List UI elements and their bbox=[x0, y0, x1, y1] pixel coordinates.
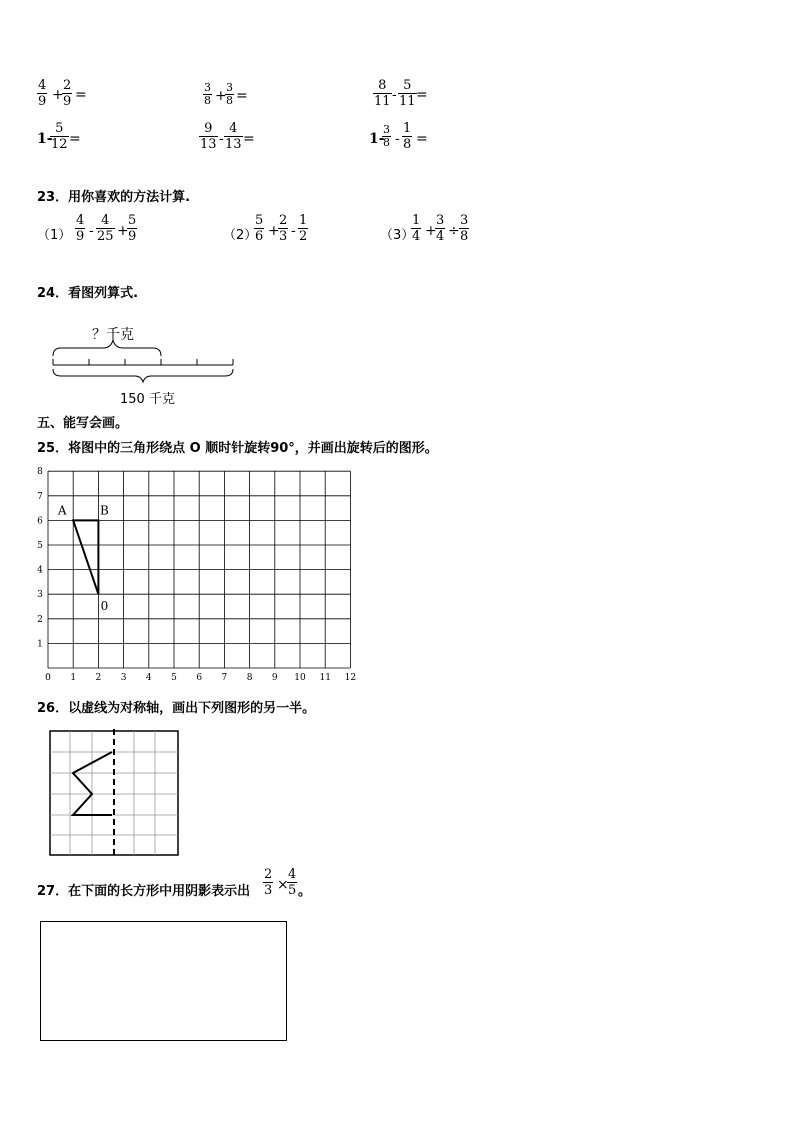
fraction bbox=[96, 213, 115, 244]
y-tick-label: 4 bbox=[37, 565, 43, 576]
denominator: 3 bbox=[279, 229, 288, 244]
numerator: 2 bbox=[279, 213, 288, 228]
numerator: 4 bbox=[224, 121, 243, 137]
numerator: 5 bbox=[398, 78, 417, 94]
coordinate-grid bbox=[30, 465, 360, 685]
denominator: 11 bbox=[374, 94, 391, 109]
numerator: 2 bbox=[264, 867, 273, 882]
triangle-abo bbox=[73, 520, 98, 594]
question-26-title: 26．以虚线为对称轴，画出下列图形的另一半。 bbox=[37, 701, 316, 716]
x-tick-label: 6 bbox=[196, 673, 203, 683]
operator: - bbox=[392, 87, 397, 103]
equals-sign: = bbox=[243, 131, 255, 147]
denominator: 9 bbox=[38, 94, 47, 109]
denominator: 6 bbox=[255, 229, 264, 244]
question-25-title: 25．将图中的三角形绕点 O 顺时针旋转90°，并画出旋转后的图形。 bbox=[37, 441, 438, 456]
x-tick-label: 4 bbox=[145, 673, 152, 683]
operator: + bbox=[215, 88, 227, 104]
operator: + bbox=[425, 223, 437, 239]
fraction bbox=[127, 213, 137, 244]
operator: + bbox=[117, 223, 129, 239]
denominator: 4 bbox=[436, 229, 445, 244]
part-1-label: （1） bbox=[37, 228, 72, 243]
symmetry-grid bbox=[44, 725, 184, 860]
denominator: 8 bbox=[204, 94, 211, 107]
denominator: 8 bbox=[226, 94, 233, 107]
fraction bbox=[263, 867, 273, 898]
numerator: 5 bbox=[255, 213, 264, 228]
x-tick-label: 5 bbox=[171, 673, 177, 683]
fraction bbox=[278, 213, 288, 244]
lead-term: 1- bbox=[37, 131, 53, 147]
denominator: 5 bbox=[288, 883, 297, 898]
denominator: 8 bbox=[460, 229, 469, 244]
y-tick-label: 7 bbox=[37, 491, 43, 502]
numerator: 4 bbox=[38, 78, 47, 93]
numerator: 9 bbox=[199, 121, 218, 137]
shading-rectangle[interactable] bbox=[40, 921, 287, 1041]
fraction bbox=[411, 213, 421, 244]
denominator: 2 bbox=[299, 229, 308, 244]
denominator: 9 bbox=[63, 94, 72, 109]
x-tick-label: 12 bbox=[344, 673, 357, 683]
denominator: 13 bbox=[225, 137, 242, 152]
operator: ÷ bbox=[448, 223, 460, 239]
section-five-title: 五、能写会画。 bbox=[37, 416, 129, 431]
numerator: 3 bbox=[383, 123, 390, 136]
denominator: 12 bbox=[51, 137, 68, 152]
numerator: 4 bbox=[76, 213, 85, 228]
numerator: 3 bbox=[460, 213, 469, 228]
numerator: 3 bbox=[204, 81, 211, 94]
operator: - bbox=[395, 131, 400, 147]
denominator: 8 bbox=[383, 136, 390, 149]
numerator: 2 bbox=[63, 78, 72, 93]
fraction bbox=[287, 867, 297, 898]
x-tick-label: 7 bbox=[221, 673, 228, 683]
equals-sign: = bbox=[416, 131, 428, 147]
fraction bbox=[373, 78, 392, 109]
fraction bbox=[459, 213, 469, 244]
equals-sign: = bbox=[416, 87, 428, 103]
numerator: 1 bbox=[299, 213, 308, 228]
operator: + bbox=[268, 223, 280, 239]
fraction bbox=[402, 121, 412, 152]
operator: + bbox=[52, 87, 64, 103]
numerator: 3 bbox=[226, 81, 233, 94]
numerator: 8 bbox=[373, 78, 392, 94]
point-a-label: A bbox=[57, 503, 67, 518]
denominator: 8 bbox=[403, 137, 412, 152]
fraction bbox=[298, 213, 308, 244]
x-tick-label: 0 bbox=[45, 673, 51, 683]
total-weight-label: 150 千克 bbox=[120, 392, 175, 407]
fraction bbox=[382, 124, 391, 149]
numerator: 4 bbox=[96, 213, 115, 229]
fraction bbox=[50, 121, 69, 152]
part-2-label: （2） bbox=[223, 228, 258, 243]
question-27-title: 27．在下面的长方形中用阴影表示出 bbox=[37, 884, 251, 899]
title-suffix: 。 bbox=[298, 884, 312, 899]
part-3-label: （3） bbox=[380, 228, 415, 243]
equals-sign: = bbox=[75, 87, 87, 103]
y-tick-label: 2 bbox=[37, 614, 43, 625]
fraction bbox=[62, 78, 72, 109]
denominator: 9 bbox=[128, 229, 137, 244]
y-tick-label: 3 bbox=[37, 590, 43, 601]
operator: - bbox=[219, 131, 224, 147]
numerator: 3 bbox=[436, 213, 445, 228]
question-23-title: 23．用你喜欢的方法计算. bbox=[37, 190, 191, 205]
operator: - bbox=[291, 223, 296, 239]
denominator: 13 bbox=[200, 137, 217, 152]
fraction bbox=[398, 78, 417, 109]
equals-sign: = bbox=[236, 88, 248, 104]
operator: - bbox=[89, 223, 94, 239]
fraction bbox=[75, 213, 85, 244]
y-tick-label: 6 bbox=[37, 516, 43, 527]
numerator: 4 bbox=[288, 867, 297, 882]
x-tick-label: 2 bbox=[95, 673, 102, 683]
fraction bbox=[37, 78, 47, 109]
x-tick-label: 3 bbox=[120, 673, 127, 683]
point-b-label: B bbox=[99, 503, 109, 518]
numerator: 5 bbox=[128, 213, 137, 228]
question-24-title: 24．看图列算式. bbox=[37, 286, 139, 301]
denominator: 25 bbox=[97, 229, 114, 244]
numerator: 5 bbox=[50, 121, 69, 137]
fraction bbox=[254, 213, 264, 244]
x-tick-label: 8 bbox=[246, 673, 253, 683]
y-tick-label: 1 bbox=[37, 639, 43, 650]
x-tick-label: 10 bbox=[294, 673, 306, 683]
y-tick-label: 5 bbox=[37, 541, 43, 551]
denominator: 4 bbox=[412, 229, 421, 244]
denominator: 11 bbox=[399, 94, 416, 109]
fraction bbox=[224, 121, 243, 152]
point-o-label: 0 bbox=[100, 599, 109, 614]
x-tick-label: 9 bbox=[271, 673, 278, 683]
denominator: 9 bbox=[76, 229, 85, 244]
numerator: 1 bbox=[403, 121, 412, 136]
numerator: 1 bbox=[412, 213, 421, 228]
unknown-weight-label: ？千克 bbox=[92, 327, 134, 343]
y-tick-label: 8 bbox=[37, 467, 43, 478]
x-tick-label: 1 bbox=[70, 673, 77, 683]
equals-sign: = bbox=[69, 131, 81, 147]
denominator: 3 bbox=[264, 883, 273, 898]
multiply-sign: × bbox=[277, 877, 289, 893]
fraction bbox=[435, 213, 445, 244]
fraction bbox=[203, 82, 212, 107]
half-figure bbox=[73, 752, 112, 815]
weight-line-diagram bbox=[45, 338, 245, 388]
fraction bbox=[225, 82, 234, 107]
fraction bbox=[199, 121, 218, 152]
lead-term: 1- bbox=[369, 131, 385, 147]
x-tick-label: 11 bbox=[319, 673, 331, 683]
